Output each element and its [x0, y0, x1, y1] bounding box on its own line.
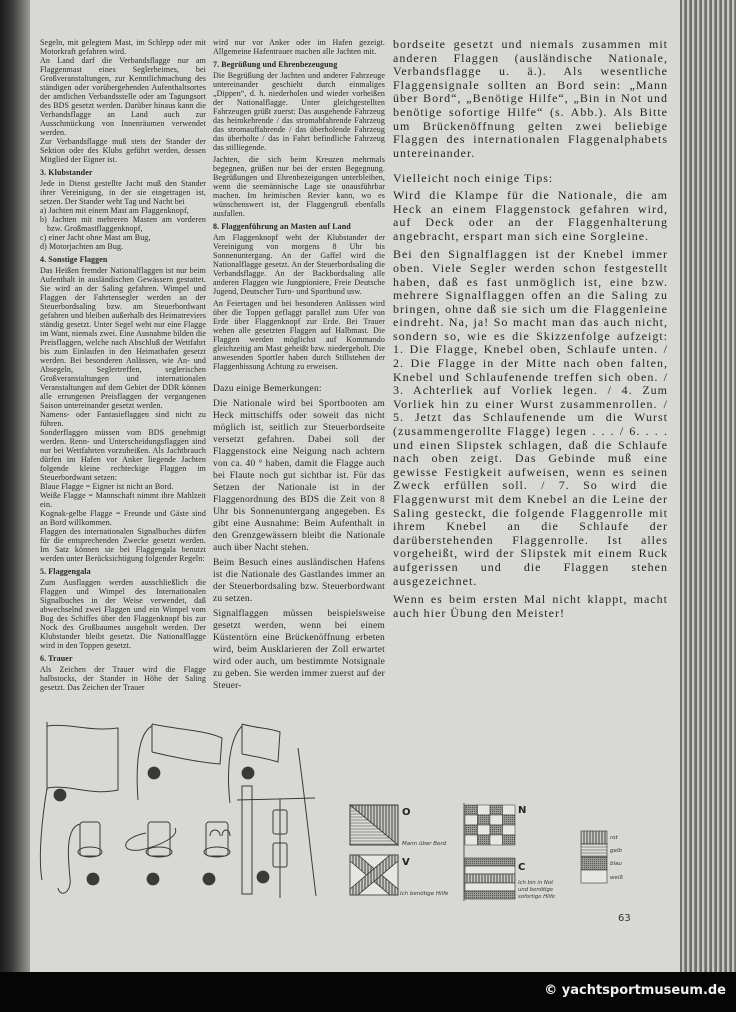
paragraph: Kognak-gelbe Flagge = Freunde und Gäste sind an Bord willkommen. — [40, 509, 206, 527]
paragraph: Jachten, die sich beim Kreuzen mehrmals begegnen, grüßen nur bei der ersten Begegnung. Begrüßungen und Ehrenbezeigungen unterbleiben, wenn die seemännische Lage sie unausführbar machen. Im heimischen Revier kann, wo es wünschenswert ist, der Flaggengruß ebenfalls ausfallen. — [213, 155, 385, 218]
sketch-step-5 — [126, 822, 176, 857]
paragraph: Signalflaggen müssen beispielsweise gesetzt werden, wenn bei einem Küstentörn eine Brückenöffnung erbeten wird, beim Ausklarieren der Zoll erwartet wird oder auch, um bestimmte Notsignale zu geben. Sie werden immer zuerst auf der Steuer- — [213, 609, 385, 691]
legend-label-rot: rot — [610, 835, 618, 841]
paragraph: Als Zeichen der Trauer wird die Flagge halbstocks, der Stander in Höhe der Saling gesetzt. Das Zeichen der Trauer — [40, 665, 206, 692]
flag-letter-v: V — [402, 857, 410, 868]
flag-n-square — [503, 835, 516, 845]
section-heading-flaggenfuehrung: 8. Flaggenführung an Masten auf Land — [213, 222, 351, 231]
flag-caption-o: Mann über Bord — [402, 841, 447, 847]
flag-n-square — [478, 815, 491, 825]
list-item: d) Motorjachten am Bug. — [40, 242, 124, 251]
flag-n — [465, 805, 515, 845]
paragraph: Segeln, mit gelegtem Mast, im Schlepp oder mit Motorkraft gefahren wird. — [40, 38, 206, 56]
flag-n-square — [490, 835, 503, 845]
flag-letter-c: C — [518, 862, 526, 873]
paragraph: Weiße Flagge = Mannschaft nimmt ihre Mahlzeit ein. — [40, 491, 206, 509]
paragraph: Die Begrüßung der Jachten und anderer Fahrzeuge untereinander geschieht durch einmaliges „Dippen“, d. h. niederholen und wieder vorheißen der Nationalflagge. Unter gleichgestellten Fahrzeugen grüßt zuerst: Das ausgehende Fahrzeug das heimkehrende / das stromabfahrende Fahrzeug das stromauffahrende / das überholende Fahrzeug das überholte / das in Fahrt befindliche Fahrzeug das stilliegende. — [213, 71, 385, 152]
paragraph: Die Nationale wird bei Sportbooten am Heck mittschiffs oder soweit das nicht möglich ist, seitlich zur Steuerbordseite versetzt gefahren. Dabei soll der Flaggenstock eine Neigung nach achtern von ca. 40 ° haben, damit die Flagge auch bei Flaute noch gut sichtbar ist. Für das Setzen der Nationale ist in der Flaggenordnung des BDS die Zeit von 8 Uhr bis Sonnenuntergang angegeben. Es gibt eine Ausnahme: Beim Aufenthalt in den Grenzgewässern bleibt die Nationale auch über Nacht stehen. — [213, 399, 385, 553]
flag-n-square — [478, 835, 491, 845]
flag-n-square — [465, 825, 478, 835]
paragraph: Beim Besuch eines ausländischen Hafens ist die Nationale des Gastlandes immer an der Steuerbordsaling bzw. Steuerbordwant zu setzen. — [213, 558, 385, 604]
flag-n-square — [503, 825, 516, 835]
section-heading-trauer: 6. Trauer — [40, 654, 73, 663]
flag-letter-n: N — [518, 805, 527, 816]
text-column-2-remarks — [213, 383, 385, 692]
flag-n-square — [503, 805, 516, 815]
color-legend — [581, 831, 607, 883]
step-number: 6 — [206, 875, 212, 884]
sketch-step-2 — [137, 724, 222, 800]
paragraph: Das Heißen fremder Nationalflaggen ist nur beim Aufenthalt in ausländischen Gewässern gestattet. Sie wird an der Saling gefahren. Wimpel und Flaggen der Fahrtensegler werden an der Steuerbordsaling bzw. am Steuerbordwant gefahren und bleiben außerhalb des Heimatreviers ständig gesetzt. Unter Segel weht nur eine Flagge im Want, niemals zwei. Eine Ausnahme bilden die Preisflaggen, welche nach Abschluß der Wettfahrt bis zum Einlaufen in den Heimathafen gesetzt werden. Bei besonderen Anlässen, wie An- und Absegeln, Seglertreffen, seglerischen Großveranstaltungen und internationalen Veranstaltungen auf dem Gebiet der DDR können alle errungenen Preisflaggen der vergangenen Saison untereinander gesetzt werden. — [40, 266, 206, 410]
flag-n-square — [465, 835, 478, 845]
flag-n-square — [503, 815, 516, 825]
paragraph: Jede in Dienst gestellte Jacht muß den Stander ihrer Vereinigung, in der sie eingetragen ist, setzen. Der Stander weht Tag und Nacht bei — [40, 179, 206, 206]
paragraph: Namens- oder Fantasieflaggen sind nicht zu führen. — [40, 410, 206, 428]
section-heading-sonstige-flaggen: 4. Sonstige Flaggen — [40, 255, 108, 264]
flag-n-square — [478, 805, 491, 815]
scan-binding-shadow — [0, 0, 30, 975]
flag-n-square — [478, 825, 491, 835]
paragraph: bordseite gesetzt und niemals zusammen mit anderen Flaggen (ausländische Nationale, Verbandsflagge u. ä.). Als wesentliche Flaggensignale sollten an Bord sein: „Mann über Bord“, „Benötige Hilfe“, „Bin in Not und benötige sofortige Hilfe“ (s. Abb.). Als Bitte um Brückenöffnung gelten zwei beliebige Flaggen des internationalen Flaggenalphabets untereinander. — [393, 37, 668, 160]
paragraph: wird nur vor Anker oder im Hafen gezeigt. Allgemeine Hafentrauer machen alle Jachten mit. — [213, 38, 385, 56]
list-item: c) einer Jacht ohne Mast am Bug, — [40, 233, 151, 242]
step-number: 2 — [151, 769, 157, 778]
step-number: 1 — [57, 791, 63, 800]
paragraph: An Feiertagen und bei besonderen Anlässen wird über die Toppen geflaggt parallel zum Ufer von Erde über Flaggenknopf zur Erde. Bei Trauer wehen alle gesetzten Flaggen auf Halbmast. Die Flaggen werden möglichst auf Kommando gleichzeitig am Mast geheißt bzw. niedergeholt. Die anwesenden Sportler haben durch Stillstehen der Flaggenhissung Achtung zu erweisen. — [213, 299, 385, 371]
text-column-2 — [213, 38, 385, 371]
step-number: 7 — [260, 873, 266, 882]
step-number: 4 — [90, 875, 96, 884]
sketch-step-3 — [229, 724, 281, 803]
page-number: 63 — [618, 913, 631, 924]
flag-n-square — [490, 825, 503, 835]
flag-v — [350, 855, 398, 895]
flag-caption-c: Ich bin in Not und benötige sofortige Hilfe — [518, 880, 556, 900]
remarks-heading: Dazu einige Bemerkungen: — [213, 384, 322, 394]
flag-n-square — [490, 815, 503, 825]
legend-label-gelb: gelb — [610, 848, 622, 854]
legend-label-blau: blau — [610, 861, 622, 867]
text-column-3 — [393, 38, 668, 620]
section-heading-flaggengala: 5. Flaggengala — [40, 567, 91, 576]
step-number: 5 — [150, 875, 156, 884]
flag-o — [350, 805, 398, 845]
flag-c — [465, 858, 515, 899]
flag-n-square — [465, 805, 478, 815]
list-item: b) Jachten mit mehreren Masten am vorderen bzw. Großmastflaggenknopf, — [40, 215, 206, 233]
copyright-notice: © yachtsportmuseum.de — [544, 983, 726, 998]
text-column-2-wrapper — [213, 38, 385, 692]
paragraph: An Land darf die Verbandsflagge nur am Flaggenmast eines Seglerheimes, bei Großveranstaltungen, zur Kenntlichmachung des ständigen oder vorübergehenden Aufenthaltsortes der amtlichen Verbandsstelle oder am Tagungsort des BDS gesetzt werden. Darüber hinaus kann die Verbandsflagge an Land auch zur Ausschmückung von Innenräumen verwendet werden. — [40, 56, 206, 137]
section-heading-begruessung: 7. Begrüßung und Ehrenbezeugung — [213, 60, 338, 69]
paragraph: Flaggen des internationalen Signalbuches dürfen für die entsprechenden Zwecke gesetzt werden. Im Satz können sie bei Flaggengala benutzt werden unter Berücksichtigung folgender Regeln: — [40, 527, 206, 563]
paragraph: Zum Ausflaggen werden ausschließlich die Flaggen und Wimpel des Internationalen Signalbuches in der Weise verwendet, daß abwechselnd zwei Flaggen und ein Wimpel vom Bug des Schiffes über den Flaggenknopf bis zur Nock des Großbaumes ausgeholt werden. Der Klubstander bleibt gesetzt. Die Nationalflagge wird in den Toppen gesetzt. — [40, 578, 206, 650]
text-column-1 — [40, 38, 206, 692]
flag-letter-o: O — [402, 807, 411, 818]
flag-n-square — [490, 805, 503, 815]
paragraph: Zur Verbandsflagge muß stets der Stander der Sektion oder des Klubs geführt werden, dessen Mitglied der Eigner ist. — [40, 137, 206, 164]
tips-heading: Vielleicht noch einige Tips: — [393, 171, 554, 186]
paragraph: Wenn es beim ersten Mal nicht klappt, macht auch hier Übung den Meister! — [393, 592, 668, 620]
list-item: a) Jachten mit einem Mast am Flaggenknopf, — [40, 206, 189, 215]
legend-label-weiss: weiß — [610, 875, 623, 881]
flag-n-square — [465, 815, 478, 825]
page-stack-edge — [680, 0, 736, 975]
paragraph: Wird die Klampe für die Nationale, die am Heck an einem Flaggenstock gefahren wird, auf Deck oder an der Flaggenhalterung angebracht, erspart man sich eine Sorgleine. — [393, 187, 668, 243]
paragraph: Am Flaggenknopf weht der Klubstander der Vereinigung von morgens 8 Uhr bis Sonnenuntergang. An der Gaffel wird die Nationalflagge gesetzt. An der Steuerbordsaling die Verbandsflagge. An der Backbordsaling alle anderen Flaggen wie Jungpioniere, Freie Deutsche Jugend, Deutscher Turn- und Sportbund usw. — [213, 233, 385, 296]
flag-folding-sketches — [30, 718, 340, 903]
paragraph: Blaue Flagge = Eigner ist nicht an Bord. — [40, 482, 174, 491]
paragraph: Bei den Signalflaggen ist der Knebel immer oben. Viele Segler werden schon festgestellt haben, daß es fast unmöglich ist, eine bzw. mehrere Signalflaggen offen an die Saling zu bringen, ohne daß sie sich um die Flaggenleine eindreht. Na, ja! So macht man das auch nicht, sondern so, wie es die Skizzenfolge aufzeigt: 1. Die Flagge, Knebel oben, Schlaufe unten. / 2. Die Flagge in der Mitte nach oben falten, Knebel und Schlaufenende treffen sich oben. / 3. Achterliek auf Vorliek legen. / 4. Zum Vorliek hin zu einer Wurst zusammenrollen. / 5. Jetzt das Schlaufenende um die Wurst (zusammengerollte Flagge) legen . . . / 6. . . . und einen Slipstek schlagen, daß die Schlaufe nach oben zeigt. Das Gebinde muß eine gewisse Festigkeit aufweisen, wenn es seinen Zweck erfüllen soll. / 7. So wird die Flaggenwurst mit dem Knebel an die Leine der Saling gesteckt, die folgende Flaggenrolle mit ihrem Knebel an die Schlaufe der darüberstehenden Flaggenrolle. Ist alles vorgeheißt, wird der Slipstek mit einem Ruck aufgerissen und die Flaggen stehen ausgezeichnet. — [393, 247, 668, 588]
step-number: 3 — [245, 769, 251, 778]
section-heading-klubstander: 3. Klubstander — [40, 168, 93, 177]
paragraph: Sonderflaggen müssen vom BDS genehmigt werden. Renn- und Unterscheidungsflaggen sind nur bei Wettfahrten vorzuheißen. Als Jachtbrauch dürfen im Hafen vor Anker liegende Jachten folgende kleine rechteckige Flaggen im Steuerbordwant setzen: — [40, 428, 206, 482]
flag-caption-v: Ich benötige Hilfe — [400, 891, 449, 897]
sketch-step-6 — [204, 822, 230, 857]
signal-flags-figure — [340, 795, 680, 905]
sketch-step-1 — [40, 722, 118, 880]
